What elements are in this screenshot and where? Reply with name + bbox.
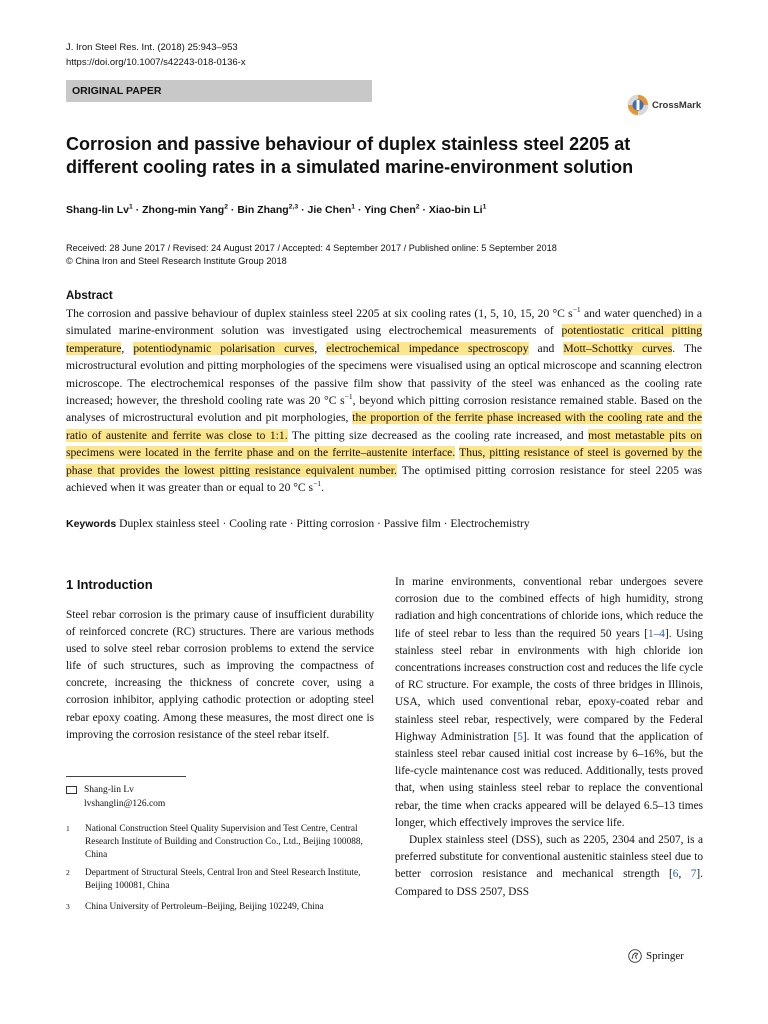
highlight: Thus, pitting resistance of steel is governed by the phase that provides the lowest pitting resistance equivalent number.	[66, 446, 702, 477]
publication-dates	[66, 242, 706, 268]
keywords	[66, 516, 706, 532]
citation-link[interactable]: 5	[517, 730, 523, 743]
crossmark-button[interactable]	[627, 94, 701, 116]
journal-citation: J. Iron Steel Res. Int. (2018) 25:943–953	[66, 42, 238, 53]
highlight: Mott–Schottky curves	[563, 341, 673, 355]
author[interactable]: Shang-lin Lv$^1$	[66, 203, 133, 216]
journal-header	[66, 40, 246, 70]
correspondence	[66, 783, 165, 811]
crossmark-label: CrossMark	[652, 99, 702, 111]
article-type-badge: ORIGINAL PAPER	[66, 80, 372, 102]
author[interactable]: Bin Zhang$^{2,3}$	[237, 203, 299, 216]
section-heading-introduction: 1 Introduction	[66, 577, 153, 592]
publisher-logo	[628, 949, 684, 963]
abstract-heading: Abstract	[66, 290, 113, 302]
paper-title: Corrosion and passive behaviour of duplex stainless steel 2205 at different cooling rates in a simulated marine-environment solution	[66, 134, 634, 177]
publisher-name: Springer	[646, 950, 684, 962]
citation-link[interactable]: 7	[690, 868, 697, 881]
intro-paragraph-left: Steel rebar corrosion is the primary cause of insufficient durability of reinforced concrete (RC) structures. There are various methods used to solve steel rebar corrosion problems to extend the service life of such structures, such as improving the compactness of concrete, increasing the thickness of concrete cover, using a corrosion inhibitor, applying cathodic protection or adopting steel rebar epoxy coating. Among these measures, the most direct one is improving the corrosion resistance of the steel rebar itself.	[66, 609, 374, 741]
author[interactable]: Zhong-min Yang$^2$	[142, 203, 228, 216]
keywords-list: Duplex stainless steel · Cooling rate · Pitting corrosion · Passive film · Electrochemistry	[119, 517, 530, 530]
highlight: potentiodynamic polarisation curves	[133, 341, 315, 355]
history-dates: Received: 28 June 2017 / Revised: 24 August 2017 / Accepted: 4 September 2017 / Published online: 5 September 2018	[66, 243, 557, 253]
copyright-notice: © China Iron and Steel Research Institute Group 2018	[66, 256, 287, 266]
abstract-text: The corrosion and passive behaviour of duplex stainless steel 2205 at six cooling rates (1, 5, 10, 15, 20 °C $s^{-1}$ and water quenched) in a simulated marine-environment solution was investigated using electrochemical measurements of potentiostatic critical pitting temperature, potentiodynamic polarisation curves, electrochemical impedance spectroscopy and Mott–Schottky curves. The microstructural evolution and pitting morphologies of the specimens were visualised using an optical microscope and scanning electron microscope. The electrochemical responses of the passive film show that passivity of the steel was enhanced as the cooling rate increased; however, the threshold cooling rate was 20 °C $s^{-1}$, beyond which pitting corrosion resistance remained stable. Based on the analyses of microstructural evolution and pit morphologies, the proportion of the ferrite phase increased with the cooling rate and the ratio of austenite and ferrite was close to 1:1. The pitting size decreased as the cooling rate increased, and most metastable pits on specimens were located in the ferrite phase and on the ferrite–austenite interface. Thus, pitting resistance of steel is governed by the phase that provides the lowest pitting resistance equivalent number. The optimised pitting corrosion resistance for steel 2205 was achieved when it was greater than or equal to 20 °C $s^{-1}$.	[66, 305, 703, 495]
crossmark-icon	[627, 94, 649, 116]
citation-link[interactable]: 6	[672, 868, 679, 881]
springer-horse-icon	[628, 949, 642, 963]
keywords-label: Keywords	[66, 518, 117, 530]
intro-paragraphs-right: In marine environments, conventional rebar undergoes severe corrosion due to the combined effects of high humidity, strong radiation and high concentrations of chloride ions, which reduce the life of steel rebar to less than the required 50 years [1–4]. Using stainless steel rebar in environments with high chloride ion concentrations increases construction cost and reduces the life cycle of RC structure. For example, the costs of three bridges in Illinois, USA, which used conventional rebar, epoxy-coated rebar and stainless steel rebar, respectively, were compared by the Federal Highway Administration [5]. It was found that the application of stainless steel rebar caused initial cost increase by 6–16%, but the life-cycle maintenance cost was reduced. Additionally, tests proved that, when using stainless steel rebar to replace the conventional rebar, the time when cracks appeared will be delayed 6.5–13 times longer, which effectively improves the service life. Duplex stainless steel (DSS), such as 2205, 2304 and 2507, is a preferred substitute for conventional austenitic stainless steel due to better corrosion resistance and mechanical strength [6, 7]. Compared to DSS 2507, DSS	[395, 576, 704, 898]
affiliation: 2 Department of Structural Steels, Central Iron and Steel Research Institute, Beijing 100081, China	[66, 868, 361, 891]
author-email[interactable]: lvshanglin@126.com	[84, 799, 166, 809]
highlight: the proportion of the ferrite phase increased with the cooling rate and the ratio of austenite and ferrite was close to 1:1.	[66, 411, 702, 442]
affiliation: 1 National Construction Steel Quality Supervision and Test Centre, Central Research Institute of Building and Construction Co., Ltd., Beijing 100088, China	[66, 824, 363, 860]
highlight: most metastable pits on specimens were located in the ferrite phase and on the ferrite–austenite interface.	[66, 428, 703, 460]
author[interactable]: Xiao-bin Li$^1$	[428, 203, 487, 216]
author-list: Shang-lin $Lv^1$ · Zhong-min Yang$^2$ · Bin Zhang$^{2,3}$ · Jie Chen$^1$ · Ying Chen$^2$ · Xiao-bin Li$^1$	[66, 203, 487, 216]
author[interactable]: Ying Chen$^2$	[364, 203, 420, 216]
corresponding-author: Shang-lin Lv	[84, 785, 134, 795]
affiliation: 3 China University of Pertroleum–Beijing, Beijing 102249, China	[66, 902, 324, 912]
highlight: electrochemical impedance spectroscopy	[326, 341, 529, 355]
author[interactable]: Jie Chen$^1$	[307, 203, 356, 216]
footnote-divider	[66, 776, 186, 777]
envelope-icon	[66, 786, 77, 794]
doi-link[interactable]: https://doi.org/10.1007/s42243-018-0136-x	[66, 57, 246, 68]
citation-link[interactable]: 1–4	[648, 627, 665, 640]
highlight: potentiostatic critical pitting temperature	[66, 324, 702, 355]
